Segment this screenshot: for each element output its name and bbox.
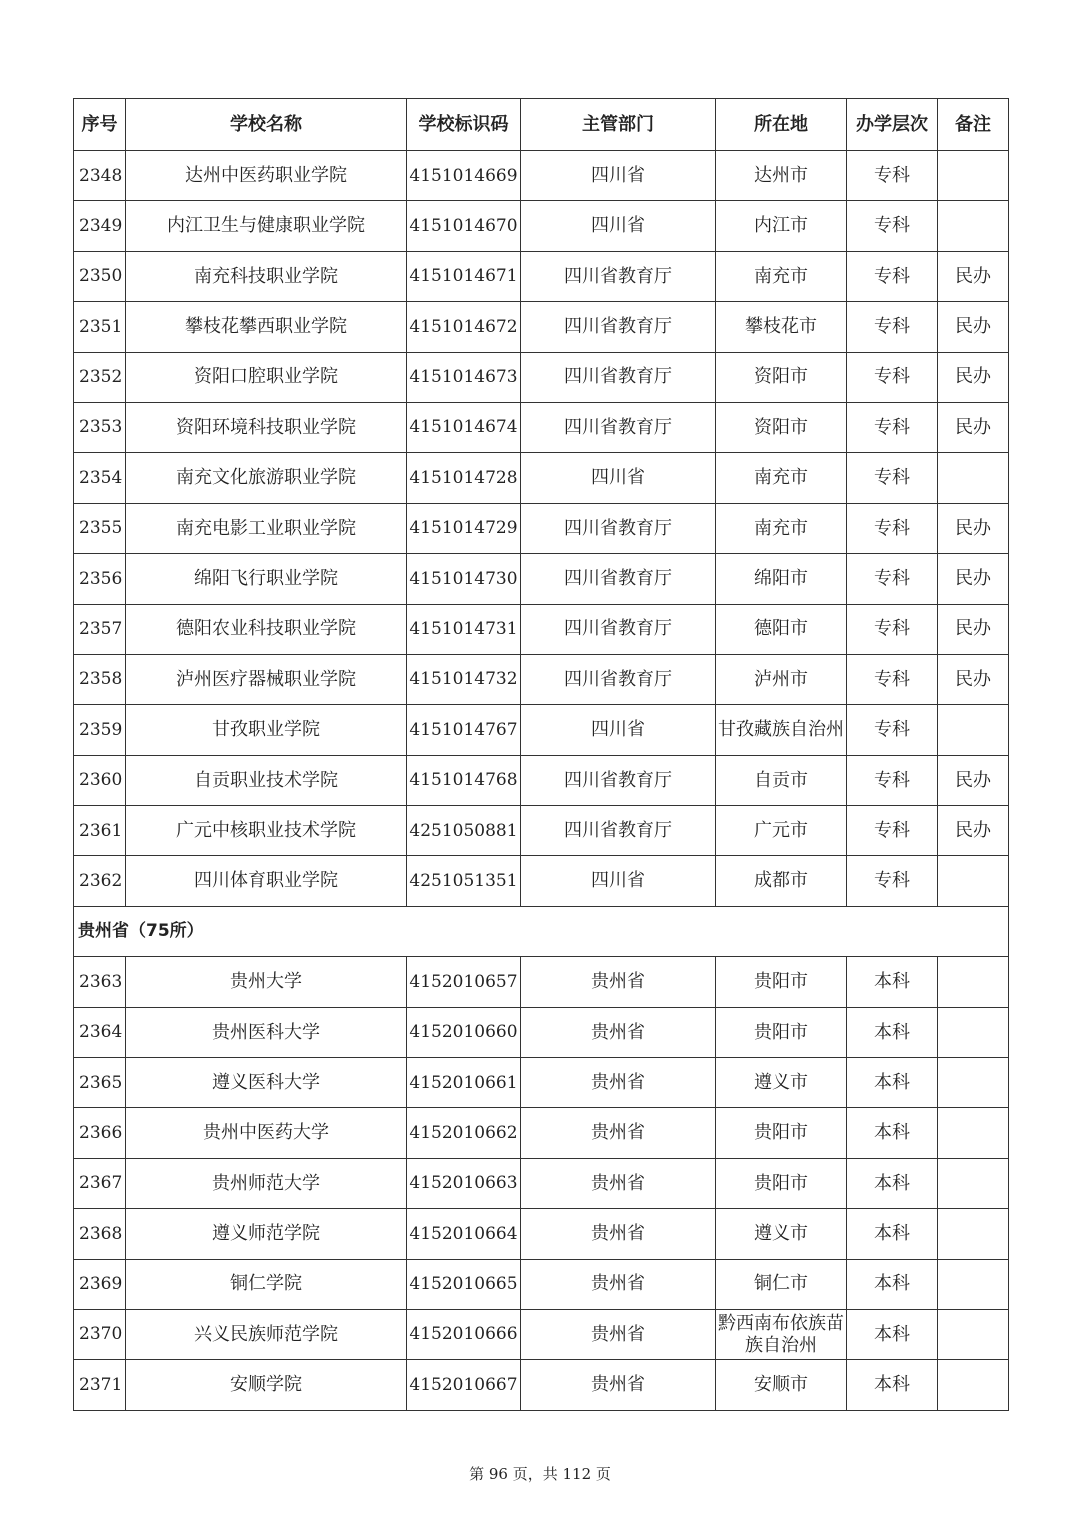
cell-seq: 2348 bbox=[74, 151, 126, 201]
cell-seq: 2351 bbox=[74, 302, 126, 352]
cell-authority: 贵州省 bbox=[521, 1259, 716, 1309]
cell-level: 本科 bbox=[847, 1058, 938, 1108]
cell-seq: 2368 bbox=[74, 1209, 126, 1259]
cell-remark bbox=[938, 1007, 1009, 1057]
table-row bbox=[74, 1058, 1009, 1108]
cell-remark bbox=[938, 957, 1009, 1007]
table-row bbox=[74, 503, 1009, 553]
header-location: 所在地 bbox=[716, 99, 847, 151]
cell-level: 专科 bbox=[847, 151, 938, 201]
table-row bbox=[74, 755, 1009, 805]
cell-authority: 贵州省 bbox=[521, 1058, 716, 1108]
cell-location: 遵义市 bbox=[716, 1209, 847, 1259]
cell-remark bbox=[938, 1108, 1009, 1158]
cell-school-code: 4151014730 bbox=[407, 554, 521, 604]
cell-school-name: 内江卫生与健康职业学院 bbox=[126, 201, 407, 251]
cell-remark: 民办 bbox=[938, 251, 1009, 301]
cell-school-code: 4151014728 bbox=[407, 453, 521, 503]
cell-school-code: 4151014731 bbox=[407, 604, 521, 654]
cell-location: 铜仁市 bbox=[716, 1259, 847, 1309]
header-level: 办学层次 bbox=[847, 99, 938, 151]
cell-location: 南充市 bbox=[716, 251, 847, 301]
section-row-guizhou bbox=[74, 906, 1009, 956]
cell-level: 本科 bbox=[847, 1158, 938, 1208]
cell-location: 甘孜藏族自治州 bbox=[716, 705, 847, 755]
cell-seq: 2349 bbox=[74, 201, 126, 251]
cell-remark bbox=[938, 856, 1009, 906]
table-header-row bbox=[74, 99, 1009, 151]
cell-school-name: 安顺学院 bbox=[126, 1360, 407, 1410]
cell-authority: 四川省教育厅 bbox=[521, 654, 716, 704]
cell-seq: 2353 bbox=[74, 402, 126, 452]
cell-location: 泸州市 bbox=[716, 654, 847, 704]
cell-school-name: 南充科技职业学院 bbox=[126, 251, 407, 301]
cell-school-code: 4151014732 bbox=[407, 654, 521, 704]
cell-seq: 2361 bbox=[74, 806, 126, 856]
cell-authority: 四川省教育厅 bbox=[521, 755, 716, 805]
table-row bbox=[74, 1007, 1009, 1057]
cell-level: 本科 bbox=[847, 1360, 938, 1410]
cell-seq: 2365 bbox=[74, 1058, 126, 1108]
cell-school-code: 4152010662 bbox=[407, 1108, 521, 1158]
cell-seq: 2355 bbox=[74, 503, 126, 553]
cell-school-name: 贵州师范大学 bbox=[126, 1158, 407, 1208]
table-row bbox=[74, 402, 1009, 452]
header-remark: 备注 bbox=[938, 99, 1009, 151]
cell-school-code: 4151014729 bbox=[407, 503, 521, 553]
table-row bbox=[74, 705, 1009, 755]
table-row bbox=[74, 1259, 1009, 1309]
cell-level: 本科 bbox=[847, 1007, 938, 1057]
cell-seq: 2358 bbox=[74, 654, 126, 704]
table-row bbox=[74, 1209, 1009, 1259]
cell-remark: 民办 bbox=[938, 503, 1009, 553]
cell-location: 内江市 bbox=[716, 201, 847, 251]
cell-school-code: 4151014671 bbox=[407, 251, 521, 301]
cell-level: 本科 bbox=[847, 1108, 938, 1158]
cell-level: 专科 bbox=[847, 604, 938, 654]
cell-seq: 2359 bbox=[74, 705, 126, 755]
cell-level: 专科 bbox=[847, 755, 938, 805]
cell-level: 专科 bbox=[847, 302, 938, 352]
table-row bbox=[74, 654, 1009, 704]
cell-school-code: 4152010657 bbox=[407, 957, 521, 1007]
header-school-code: 学校标识码 bbox=[407, 99, 521, 151]
table-row bbox=[74, 201, 1009, 251]
table-row bbox=[74, 1309, 1009, 1359]
cell-level: 本科 bbox=[847, 1259, 938, 1309]
cell-school-code: 4152010663 bbox=[407, 1158, 521, 1208]
cell-school-name: 遵义师范学院 bbox=[126, 1209, 407, 1259]
cell-school-name: 南充文化旅游职业学院 bbox=[126, 453, 407, 503]
header-seq: 序号 bbox=[74, 99, 126, 151]
cell-school-name: 资阳口腔职业学院 bbox=[126, 352, 407, 402]
cell-authority: 四川省教育厅 bbox=[521, 251, 716, 301]
cell-remark bbox=[938, 1259, 1009, 1309]
cell-remark: 民办 bbox=[938, 604, 1009, 654]
cell-school-name: 铜仁学院 bbox=[126, 1259, 407, 1309]
cell-level: 本科 bbox=[847, 1309, 938, 1359]
cell-school-code: 4151014669 bbox=[407, 151, 521, 201]
cell-school-code: 4251051351 bbox=[407, 856, 521, 906]
cell-authority: 贵州省 bbox=[521, 1158, 716, 1208]
cell-seq: 2366 bbox=[74, 1108, 126, 1158]
cell-seq: 2360 bbox=[74, 755, 126, 805]
cell-location: 贵阳市 bbox=[716, 1108, 847, 1158]
cell-seq: 2354 bbox=[74, 453, 126, 503]
school-list-table bbox=[73, 98, 1009, 1411]
header-school-name: 学校名称 bbox=[126, 99, 407, 151]
cell-location: 南充市 bbox=[716, 453, 847, 503]
cell-authority: 贵州省 bbox=[521, 1309, 716, 1359]
cell-remark: 民办 bbox=[938, 755, 1009, 805]
section-label: 贵州省（75所） bbox=[74, 906, 1009, 956]
cell-school-name: 资阳环境科技职业学院 bbox=[126, 402, 407, 452]
cell-remark bbox=[938, 453, 1009, 503]
cell-level: 专科 bbox=[847, 705, 938, 755]
table-row bbox=[74, 1108, 1009, 1158]
cell-school-code: 4151014670 bbox=[407, 201, 521, 251]
cell-school-code: 4251050881 bbox=[407, 806, 521, 856]
cell-authority: 贵州省 bbox=[521, 1209, 716, 1259]
cell-seq: 2363 bbox=[74, 957, 126, 1007]
cell-school-name: 南充电影工业职业学院 bbox=[126, 503, 407, 553]
cell-authority: 四川省教育厅 bbox=[521, 554, 716, 604]
cell-level: 专科 bbox=[847, 453, 938, 503]
cell-school-name: 达州中医药职业学院 bbox=[126, 151, 407, 201]
cell-level: 专科 bbox=[847, 402, 938, 452]
cell-location: 黔西南布依族苗族自治州 bbox=[716, 1309, 847, 1359]
cell-authority: 四川省 bbox=[521, 705, 716, 755]
cell-remark bbox=[938, 1309, 1009, 1359]
table-row bbox=[74, 251, 1009, 301]
table-row bbox=[74, 554, 1009, 604]
cell-school-name: 甘孜职业学院 bbox=[126, 705, 407, 755]
cell-location: 资阳市 bbox=[716, 402, 847, 452]
cell-remark: 民办 bbox=[938, 402, 1009, 452]
table-row bbox=[74, 151, 1009, 201]
cell-authority: 四川省 bbox=[521, 201, 716, 251]
cell-location: 攀枝花市 bbox=[716, 302, 847, 352]
cell-school-code: 4152010661 bbox=[407, 1058, 521, 1108]
cell-authority: 四川省教育厅 bbox=[521, 806, 716, 856]
cell-authority: 贵州省 bbox=[521, 1007, 716, 1057]
cell-remark bbox=[938, 1158, 1009, 1208]
cell-location: 贵阳市 bbox=[716, 1007, 847, 1057]
cell-school-name: 四川体育职业学院 bbox=[126, 856, 407, 906]
cell-remark: 民办 bbox=[938, 352, 1009, 402]
cell-school-name: 贵州中医药大学 bbox=[126, 1108, 407, 1158]
cell-seq: 2362 bbox=[74, 856, 126, 906]
cell-school-code: 4152010664 bbox=[407, 1209, 521, 1259]
table-row bbox=[74, 302, 1009, 352]
cell-school-name: 兴义民族师范学院 bbox=[126, 1309, 407, 1359]
cell-school-name: 广元中核职业技术学院 bbox=[126, 806, 407, 856]
cell-school-code: 4152010666 bbox=[407, 1309, 521, 1359]
cell-seq: 2352 bbox=[74, 352, 126, 402]
cell-school-name: 自贡职业技术学院 bbox=[126, 755, 407, 805]
cell-location: 遵义市 bbox=[716, 1058, 847, 1108]
cell-seq: 2367 bbox=[74, 1158, 126, 1208]
cell-school-code: 4151014768 bbox=[407, 755, 521, 805]
cell-authority: 四川省 bbox=[521, 856, 716, 906]
cell-school-code: 4152010665 bbox=[407, 1259, 521, 1309]
page-footer: 第 96 页，共 112 页 bbox=[469, 1465, 611, 1483]
cell-authority: 四川省教育厅 bbox=[521, 402, 716, 452]
cell-school-name: 贵州医科大学 bbox=[126, 1007, 407, 1057]
table-row bbox=[74, 604, 1009, 654]
cell-level: 专科 bbox=[847, 251, 938, 301]
cell-seq: 2369 bbox=[74, 1259, 126, 1309]
cell-location: 广元市 bbox=[716, 806, 847, 856]
table-row bbox=[74, 856, 1009, 906]
cell-level: 专科 bbox=[847, 503, 938, 553]
cell-authority: 贵州省 bbox=[521, 1360, 716, 1410]
cell-level: 专科 bbox=[847, 554, 938, 604]
table-row bbox=[74, 453, 1009, 503]
cell-authority: 四川省教育厅 bbox=[521, 503, 716, 553]
cell-level: 本科 bbox=[847, 957, 938, 1007]
table-row bbox=[74, 1158, 1009, 1208]
cell-authority: 贵州省 bbox=[521, 1108, 716, 1158]
cell-authority: 四川省 bbox=[521, 453, 716, 503]
cell-level: 专科 bbox=[847, 806, 938, 856]
cell-remark bbox=[938, 151, 1009, 201]
cell-location: 德阳市 bbox=[716, 604, 847, 654]
table-row bbox=[74, 806, 1009, 856]
cell-school-code: 4152010667 bbox=[407, 1360, 521, 1410]
cell-remark: 民办 bbox=[938, 806, 1009, 856]
cell-authority: 四川省教育厅 bbox=[521, 302, 716, 352]
cell-seq: 2350 bbox=[74, 251, 126, 301]
cell-location: 达州市 bbox=[716, 151, 847, 201]
cell-school-code: 4151014672 bbox=[407, 302, 521, 352]
cell-location: 南充市 bbox=[716, 503, 847, 553]
cell-location: 自贡市 bbox=[716, 755, 847, 805]
cell-level: 专科 bbox=[847, 856, 938, 906]
cell-location: 安顺市 bbox=[716, 1360, 847, 1410]
cell-location: 资阳市 bbox=[716, 352, 847, 402]
cell-school-name: 遵义医科大学 bbox=[126, 1058, 407, 1108]
cell-remark bbox=[938, 1360, 1009, 1410]
cell-location: 绵阳市 bbox=[716, 554, 847, 604]
cell-remark bbox=[938, 705, 1009, 755]
cell-location: 贵阳市 bbox=[716, 957, 847, 1007]
cell-school-code: 4152010660 bbox=[407, 1007, 521, 1057]
cell-remark: 民办 bbox=[938, 654, 1009, 704]
cell-school-name: 攀枝花攀西职业学院 bbox=[126, 302, 407, 352]
cell-remark: 民办 bbox=[938, 554, 1009, 604]
cell-school-code: 4151014674 bbox=[407, 402, 521, 452]
table-row bbox=[74, 1360, 1009, 1410]
cell-location: 贵阳市 bbox=[716, 1158, 847, 1208]
cell-school-name: 贵州大学 bbox=[126, 957, 407, 1007]
header-authority: 主管部门 bbox=[521, 99, 716, 151]
cell-level: 本科 bbox=[847, 1209, 938, 1259]
table-row bbox=[74, 957, 1009, 1007]
cell-authority: 贵州省 bbox=[521, 957, 716, 1007]
cell-seq: 2364 bbox=[74, 1007, 126, 1057]
cell-school-name: 泸州医疗器械职业学院 bbox=[126, 654, 407, 704]
cell-seq: 2371 bbox=[74, 1360, 126, 1410]
cell-authority: 四川省教育厅 bbox=[521, 352, 716, 402]
cell-school-name: 绵阳飞行职业学院 bbox=[126, 554, 407, 604]
cell-remark bbox=[938, 1058, 1009, 1108]
cell-authority: 四川省 bbox=[521, 151, 716, 201]
cell-level: 专科 bbox=[847, 352, 938, 402]
cell-authority: 四川省教育厅 bbox=[521, 604, 716, 654]
cell-seq: 2357 bbox=[74, 604, 126, 654]
table-row bbox=[74, 352, 1009, 402]
cell-seq: 2370 bbox=[74, 1309, 126, 1359]
cell-location: 成都市 bbox=[716, 856, 847, 906]
cell-seq: 2356 bbox=[74, 554, 126, 604]
cell-school-code: 4151014673 bbox=[407, 352, 521, 402]
school-list-table-container bbox=[73, 98, 1008, 1411]
cell-level: 专科 bbox=[847, 201, 938, 251]
cell-school-name: 德阳农业科技职业学院 bbox=[126, 604, 407, 654]
cell-remark bbox=[938, 201, 1009, 251]
cell-school-code: 4151014767 bbox=[407, 705, 521, 755]
cell-level: 专科 bbox=[847, 654, 938, 704]
cell-remark bbox=[938, 1209, 1009, 1259]
cell-remark: 民办 bbox=[938, 302, 1009, 352]
